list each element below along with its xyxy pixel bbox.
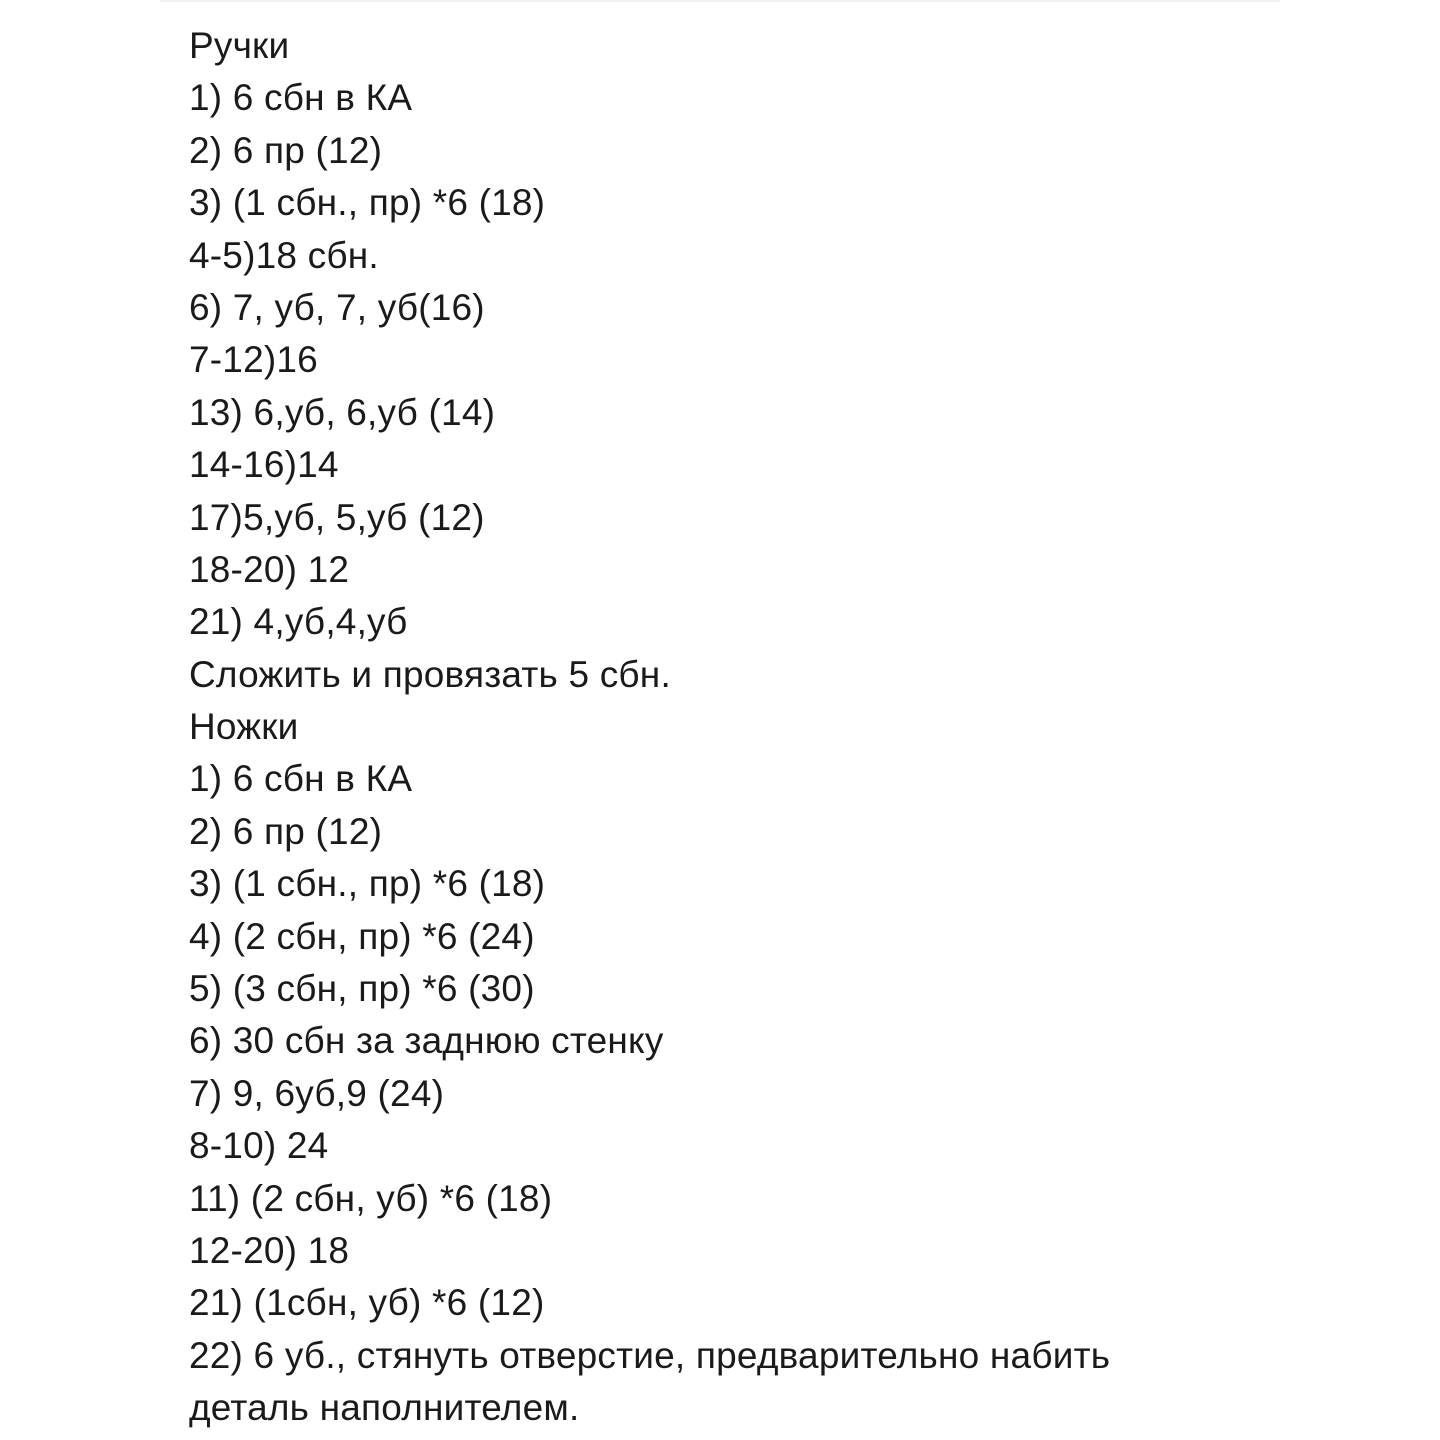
pattern-row: 6) 30 сбн за заднюю стенку [189,1020,664,1062]
pattern-row: 18-20) 12 [189,548,350,590]
pattern-row: 1) 6 сбн в КА [189,758,413,800]
pattern-row: 8-10) 24 [189,1125,329,1167]
pattern-row: 2) 6 пр (12) [189,129,383,171]
pattern-row: 5) (3 сбн, пр) *6 (30) [189,968,535,1010]
pattern-row: 3) (1 сбн., пр) *6 (18) [189,863,546,905]
top-divider [160,0,1280,2]
pattern-row: 11) (2 сбн, уб) *6 (18) [189,1177,553,1219]
pattern-row: 13) 6,уб, 6,уб (14) [189,391,496,433]
pattern-row: 6) 7, уб, 7, уб(16) [189,286,485,328]
section-heading-legs: Ножки [189,706,299,748]
pattern-row: 14-16)14 [189,444,339,486]
pattern-row: 7-12)16 [189,339,318,381]
pattern-row: 3) (1 сбн., пр) *6 (18) [189,182,546,224]
pattern-row: 22) 6 уб., стянуть отверстие, предварительно набить [189,1334,1111,1376]
pattern-row: 4) (2 сбн, пр) *6 (24) [189,915,535,957]
pattern-row: 21) 4,уб,4,уб [189,601,408,643]
pattern-instruction: Сложить и провязать 5 сбн. [189,653,671,695]
pattern-row: 12-20) 18 [189,1229,350,1271]
pattern-row: 1) 6 сбн в КА [189,77,413,119]
pattern-row: 17)5,уб, 5,уб (12) [189,496,485,538]
crochet-pattern-text [189,20,1289,1435]
section-heading-arms: Ручки [189,25,290,66]
pattern-row: 21) (1сбн, уб) *6 (12) [189,1282,545,1324]
pattern-row: 2) 6 пр (12) [189,810,383,852]
pattern-row-continuation: деталь наполнителем. [189,1387,580,1429]
pattern-row: 7) 9, 6уб,9 (24) [189,1072,445,1114]
pattern-row: 4-5)18 сбн. [189,234,379,276]
